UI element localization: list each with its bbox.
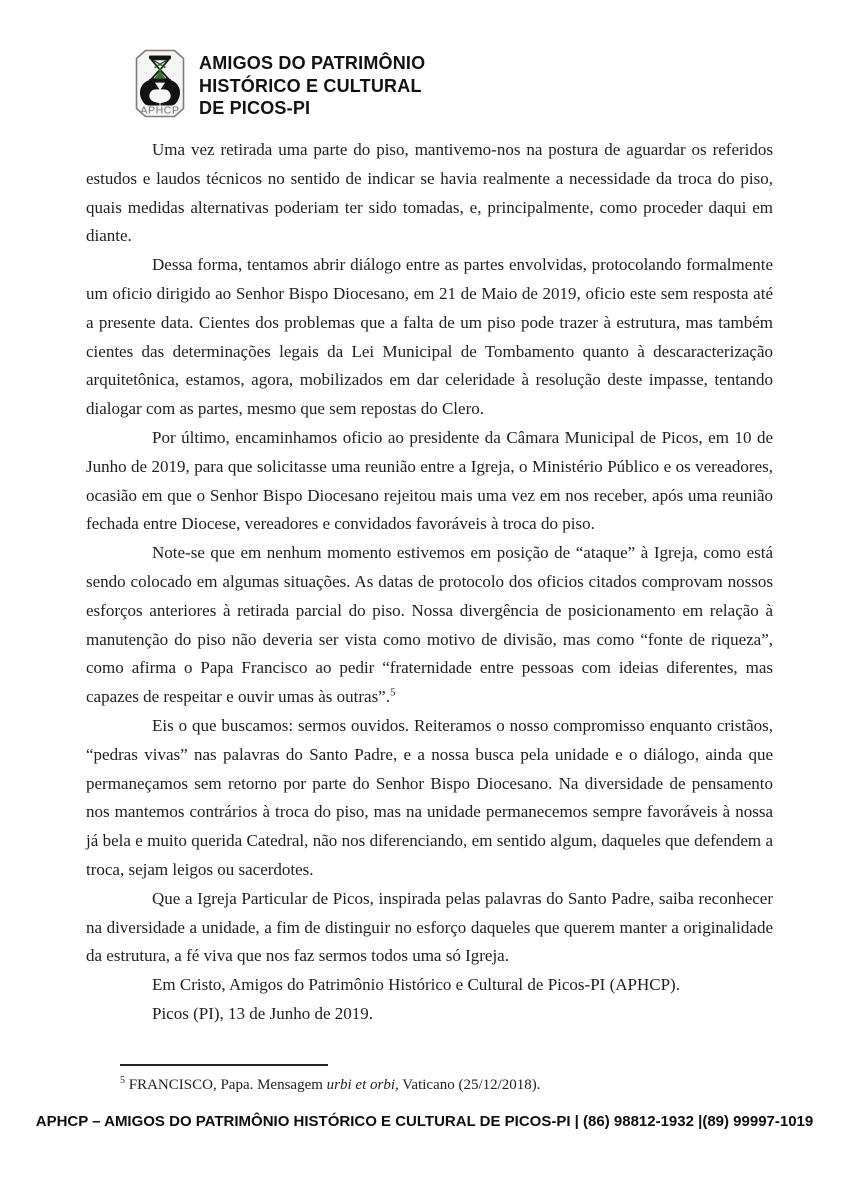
paragraph-text: Em Cristo, Amigos do Patrimônio Histórico e Cultural de Picos-PI (APHCP). xyxy=(152,975,680,995)
letter-body xyxy=(86,136,773,1029)
footnote-citation-italic: urbi et orbi xyxy=(326,1077,396,1093)
paragraph xyxy=(86,136,773,251)
paragraph-text: Eis o que buscamos: sermos ouvidos. Reiteramos o nosso compromisso enquanto cristãos, “pedras vivas” nas palavras do Santo Padre, e a nossa busca pela unidade e o diálogo, ainda que permaneçamos sem retorno por parte do Senhor Bispo Diocesano. Na diversidade de pensamento nos mantemos contrários à troca do piso, mas na unidade permanecemos sempre favoráveis à nossa já bela e muito querida Catedral, não nos diferenciando, em sentido algum, daqueles que defendem a troca, sejam leigos ou sacerdotes. xyxy=(86,715,773,879)
letterhead xyxy=(135,49,425,120)
organization-title xyxy=(199,49,425,120)
logo-acronym-label: APHCP xyxy=(140,104,180,117)
footnote-text xyxy=(120,1075,770,1095)
footnote-divider xyxy=(120,1064,328,1066)
paragraph xyxy=(86,712,773,885)
page-footer: APHCP – AMIGOS DO PATRIMÔNIO HISTÓRICO E CULTURAL DE PICOS-PI | (86) 98812-1932 |(89) 99997-1019 xyxy=(35,1113,814,1130)
organization-title-line: AMIGOS DO PATRIMÔNIO xyxy=(199,53,426,73)
paragraph xyxy=(86,251,773,424)
organization-title-line: HISTÓRICO E CULTURAL xyxy=(199,75,422,96)
paragraph xyxy=(86,424,773,539)
footnote-marker: 5 xyxy=(120,1075,125,1086)
paragraph-text: Note-se que em nenhum momento estivemos em posição de “ataque” à Igreja, como está sendo colocado em algumas situações. As datas de protocolo dos oficios citados comprovam nossos esforços anteriores à retirada parcial do piso. Nossa divergência de posicionamento em relação à manutenção do piso não deveria ser vista como motivo de divisão, mas como “fonte de riqueza”, como afirma o Papa Francisco ao pedir “fraternidade entre pessoas com ideias diferentes, mas capazes de respeitar e ouvir umas às outras”. xyxy=(86,543,773,707)
paragraph xyxy=(86,885,773,971)
paragraph-text: Que a Igreja Particular de Picos, inspirada pelas palavras do Santo Padre, saiba reconhecer na diversidade a unidade, a fim de distinguir no esforço daqueles que querem manter a originalidade da estrutura, a fé viva que nos faz sermos todos uma só Igreja. xyxy=(86,888,773,966)
paragraph-signature xyxy=(86,971,773,1000)
paragraph-text: Dessa forma, tentamos abrir diálogo entre as partes envolvidas, protocolando formalmente um oficio dirigido ao Senhor Bispo Diocesano, em 21 de Maio de 2019, oficio este sem resposta até a presente data. Cientes dos problemas que a falta de um piso pode trazer à estrutura, mas também cientes das determinações legais da Lei Municipal de Tombamento quanto à descaracterização arquitetônica, estamos, agora, mobilizados em dar celeridade à resolução deste impasse, tentando dialogar com as partes, mesmo que sem repostas do Clero. xyxy=(86,255,773,419)
footnote-reference: 5 xyxy=(389,686,396,699)
paragraph-text: Uma vez retirada uma parte do piso, mantivemo-nos na postura de aguardar os referidos estudos e laudos técnicos no sentido de indicar se havia realmente a necessidade da troca do piso, quais medidas alternativas poderiam ter sido tomadas, e, principalmente, como proceder daqui em diante. xyxy=(86,140,773,246)
paragraph-text: Picos (PI), 13 de Junho de 2019. xyxy=(152,1003,373,1023)
aphcp-logo-icon xyxy=(135,49,185,118)
organization-title-line: DE PICOS-PI xyxy=(199,98,311,118)
paragraph xyxy=(86,539,773,712)
paragraph-dateline xyxy=(86,1000,773,1029)
footnote-citation: FRANCISCO, Papa. Mensagem xyxy=(128,1077,327,1093)
footnote-citation-tail: , Vaticano (25/12/2018). xyxy=(395,1077,541,1093)
paragraph-text: Por último, encaminhamos oficio ao presidente da Câmara Municipal de Picos, em 10 de Junho de 2019, para que solicitasse uma reunião entre a Igreja, o Ministério Público e os vereadores, ocasião em que o Senhor Bispo Diocesano rejeitou mais uma vez em nos receber, após uma reunião fechada entre Diocese, vereadores e convidados favoráveis à troca do piso. xyxy=(86,427,773,534)
footnote-section xyxy=(120,1064,770,1095)
